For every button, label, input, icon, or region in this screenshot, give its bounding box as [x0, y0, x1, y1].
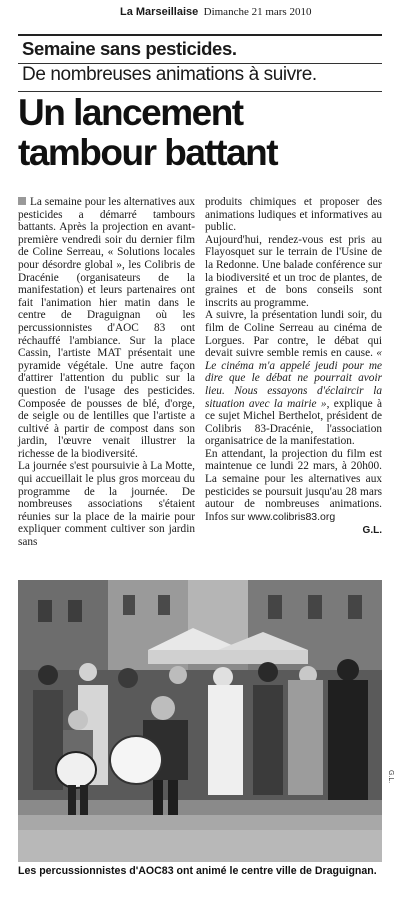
article-body — [18, 196, 382, 576]
author-signature: G.L. — [362, 525, 382, 537]
quote: « Le cinéma m'a appelé jeudi pour me dire que le débat ne pourrait avoir lieu. Nous essayons d'éclaircir la situation avec la mairie » — [205, 347, 382, 410]
paragraph-6: En attendant, la projection du film est maintenue ce lundi 22 mars, à 20h00. La semaine pour les alternatives aux pesticides se poursuit jusqu'au 28 mars autour de nombreuses animations. Infos sur www.colibris83.org — [205, 447, 382, 523]
photo-caption: Les percussionnistes d'AOC83 ont animé le centre ville de Draguignan. — [18, 865, 377, 877]
headline: Un lancement tambour battant — [18, 92, 278, 173]
paragraph-2: La journée s'est poursuivie à La Motte, qui accueillait le plus gros morceau du programme de la journée. De nombreuses associations s'étaient réunies sur la place de la mairie pour expliquer comment cultiver son jardin sans — [18, 460, 195, 549]
paragraph-3: produits chimiques et proposer des animations ludiques et informatives au public. — [205, 196, 382, 234]
issue-date: Dimanche 21 mars 2010 — [203, 6, 312, 18]
top-rule — [18, 34, 382, 36]
paragraph-1: La semaine pour les alternatives aux pesticides a démarré tambours battants. Après la projection en avant-première vendredi soir du dernier film de Coline Serreau, « Solutions locales pour désordre global », les Colibris de Dracénie (organisateurs de la manifestation) et leurs partenaires ont fait l'animation hier matin dans le centre de Draguignan où les percussionnistes d'AOC 83 ont réchauffé l'ambiance. Sur la place Cassin, l'artiste MAT présentait une pyramide végétale. Une autre façon d'attirer l'attention du public sur la question de l'usage des pesticides. Composée de pousses de blé, d'orge, de seigle ou de lentilles que l'artiste a cultivé à partir de compost dans son jardin, l'œuvre venait illustrer la richesse de la biodiversité. — [18, 196, 195, 460]
website-link[interactable]: www.colibris83.org — [247, 510, 336, 523]
subheadline: De nombreuses animations à suivre. — [22, 64, 317, 85]
article-photo — [18, 580, 382, 862]
paragraph-4: Aujourd'hui, rendez-vous est pris au Flayosquet sur le terrain de l'Usine de la Redonne. Une balade conférence sur la biodiversité et un troc de plantes, de graines et de bons conseils sont inscrits au programme. — [205, 233, 382, 309]
newspaper-name: La Marseillaise — [120, 6, 199, 18]
paragraph-5: A suivre, la présentation lundi soir, du film de Coline Serreau au cinéma de Lorgues. Par contre, le débat qui devait suivre semble remis en cause. « Le cinéma m'a appelé jeudi pour me dire que le débat ne pourrait avoir lieu. Nous essayons d'éclaircir la situation avec la mairie », explique à ce sujet Michel Berthelot, président de Colibris 83-Dracénie, l'association organisatrice de la manifestation. — [205, 309, 382, 448]
photo-credit: G.L. — [387, 770, 394, 784]
column-1 — [18, 196, 195, 576]
photo-percussionists — [18, 580, 382, 862]
masthead — [120, 6, 390, 19]
lead-bullet-icon — [18, 197, 26, 205]
kicker: Semaine sans pesticides. — [22, 38, 237, 59]
column-2 — [205, 196, 382, 576]
